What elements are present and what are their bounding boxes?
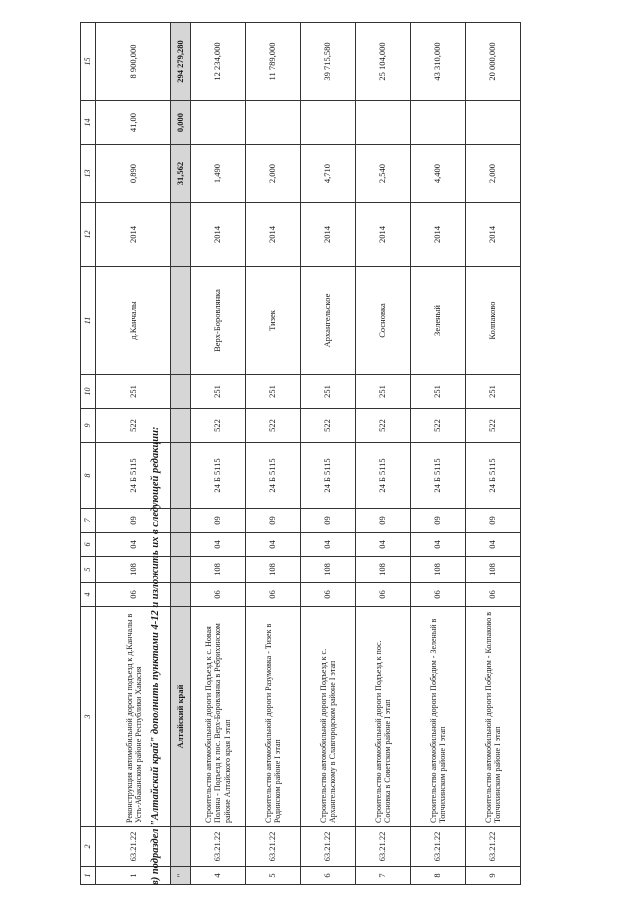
cell-c13: 2,000 xyxy=(466,145,521,203)
cell-c13: 4,400 xyxy=(411,145,466,203)
region-empty-12 xyxy=(171,203,191,267)
col-num-3: 3 xyxy=(81,607,96,827)
cell-c6: 04 xyxy=(191,533,246,557)
cell-n: 8 xyxy=(411,867,466,885)
cell-c10: 251 xyxy=(96,375,173,409)
region-empty-5 xyxy=(171,557,191,583)
cell-c15: 8 900,000 xyxy=(96,23,173,101)
cell-year: 2014 xyxy=(246,203,301,267)
cell-place: Архангельское xyxy=(301,267,356,375)
region-c13: 31,562 xyxy=(171,145,191,203)
cell-c14 xyxy=(466,101,521,145)
cell-c5: 108 xyxy=(191,557,246,583)
cell-c6: 04 xyxy=(411,533,466,557)
cell-place: д.Канчалы xyxy=(96,267,173,375)
cell-c6: 04 xyxy=(301,533,356,557)
cell-c6: 04 xyxy=(96,533,173,557)
region-empty-6 xyxy=(171,533,191,557)
cell-c9: 522 xyxy=(246,409,301,443)
col-num-13: 13 xyxy=(81,145,96,203)
col-num-9: 9 xyxy=(81,409,96,443)
cell-n: 7 xyxy=(356,867,411,885)
col-num-14: 14 xyxy=(81,101,96,145)
cell-c10: 251 xyxy=(191,375,246,409)
cell-code: 63.21.22 xyxy=(411,827,466,867)
cell-year: 2014 xyxy=(356,203,411,267)
cell-year: 2014 xyxy=(191,203,246,267)
cell-c6: 04 xyxy=(246,533,301,557)
col-num-12: 12 xyxy=(81,203,96,267)
cell-c8: 24 Б 5115 xyxy=(301,443,356,509)
col-num-15: 15 xyxy=(81,23,96,101)
region-empty-7 xyxy=(171,509,191,533)
table-row xyxy=(191,23,246,885)
cell-c14 xyxy=(356,101,411,145)
cell-place: Верх-Боровлянка xyxy=(191,267,246,375)
cell-c15: 25 104,000 xyxy=(356,23,411,101)
cell-c4: 06 xyxy=(96,583,173,607)
cell-c7: 09 xyxy=(466,509,521,533)
cell-c15: 11 789,000 xyxy=(246,23,301,101)
cell-c15: 20 000,000 xyxy=(466,23,521,101)
cell-c8: 24 Б 5115 xyxy=(191,443,246,509)
region-empty-2 xyxy=(171,827,191,867)
cell-c5: 108 xyxy=(96,557,173,583)
cell-c10: 251 xyxy=(356,375,411,409)
cell-c9: 522 xyxy=(96,409,173,443)
cell-c13: 2,000 xyxy=(246,145,301,203)
cell-c14 xyxy=(246,101,301,145)
cell-c15: 12 234,000 xyxy=(191,23,246,101)
cell-c13: 1,490 xyxy=(191,145,246,203)
cell-code: 63.21.22 xyxy=(246,827,301,867)
rows-body xyxy=(191,23,521,885)
region-c15: 294 279,280 xyxy=(171,23,191,101)
cell-c13: 2,540 xyxy=(356,145,411,203)
cell-code: 63.21.22 xyxy=(191,827,246,867)
col-num-1: 1 xyxy=(81,867,96,885)
col-num-10: 10 xyxy=(81,375,96,409)
cell-c5: 108 xyxy=(246,557,301,583)
cell-c5: 108 xyxy=(356,557,411,583)
cell-name: Реконструкция автомобильной дороги подъезд к д.Канчалы в Усть-Абаканском районе Республики Хакасия xyxy=(96,607,173,827)
region-c14: 0,000 xyxy=(171,101,191,145)
cell-year: 2014 xyxy=(466,203,521,267)
cell-year: 2014 xyxy=(411,203,466,267)
cell-c4: 06 xyxy=(191,583,246,607)
cell-code: 63.21.22 xyxy=(356,827,411,867)
cell-c10: 251 xyxy=(246,375,301,409)
region-name: Алтайский край xyxy=(171,607,191,827)
cell-name: Строительство автомобильной дороги Подъезд к с. Архангельскому в Славгородском районе I этап xyxy=(301,607,356,827)
cell-c14 xyxy=(191,101,246,145)
cell-c6: 04 xyxy=(356,533,411,557)
cell-c14: 41,00 xyxy=(96,101,173,145)
cell-c4: 06 xyxy=(246,583,301,607)
cell-n: 4 xyxy=(191,867,246,885)
cell-c10: 251 xyxy=(301,375,356,409)
cell-c5: 108 xyxy=(411,557,466,583)
cell-c9: 522 xyxy=(356,409,411,443)
region-row xyxy=(171,23,191,885)
cell-c6: 04 xyxy=(466,533,521,557)
region-empty-11 xyxy=(171,267,191,375)
region-empty-8 xyxy=(171,443,191,509)
cell-name: Строительство автомобильной дороги Подъезд к пос. Сосновка в Советском районе I этап xyxy=(356,607,411,827)
region-empty-10 xyxy=(171,375,191,409)
cell-c10: 251 xyxy=(411,375,466,409)
cell-c8: 24 Б 5115 xyxy=(246,443,301,509)
table-row xyxy=(246,23,301,885)
cell-c7: 09 xyxy=(301,509,356,533)
col-num-7: 7 xyxy=(81,509,96,533)
cell-c8: 24 Б 5115 xyxy=(466,443,521,509)
cell-code: 63.21.22 xyxy=(96,827,173,867)
cell-c4: 06 xyxy=(466,583,521,607)
cell-n: 6 xyxy=(301,867,356,885)
cell-year: 2014 xyxy=(96,203,173,267)
cell-name: Строительство автомобильной дороги Подъезд к с. Новая Поляна - Подъезд к пос. Верх-Боровлянка в Ребрихинском районе Алтайского края I этап xyxy=(191,607,246,827)
cell-c8: 24 Б 5115 xyxy=(411,443,466,509)
cell-c4: 06 xyxy=(411,583,466,607)
cell-c7: 09 xyxy=(356,509,411,533)
cell-place: Зеленый xyxy=(411,267,466,375)
col-num-2: 2 xyxy=(81,827,96,867)
col-num-6: 6 xyxy=(81,533,96,557)
col-num-8: 8 xyxy=(81,443,96,509)
cell-c14 xyxy=(301,101,356,145)
cell-c9: 522 xyxy=(191,409,246,443)
cell-place: Колпаково xyxy=(466,267,521,375)
cell-code: 63.21.22 xyxy=(301,827,356,867)
cell-n: 5 xyxy=(246,867,301,885)
cell-c4: 06 xyxy=(301,583,356,607)
cell-c7: 09 xyxy=(246,509,301,533)
col-num-5: 5 xyxy=(81,557,96,583)
cell-c8: 24 Б 5115 xyxy=(356,443,411,509)
cell-c7: 09 xyxy=(191,509,246,533)
cell-c14 xyxy=(411,101,466,145)
cell-c5: 108 xyxy=(466,557,521,583)
cell-c8: 24 Б 5115 xyxy=(96,443,173,509)
cell-c10: 251 xyxy=(466,375,521,409)
table-row xyxy=(466,23,521,885)
region-n: " xyxy=(171,867,191,885)
table-row xyxy=(411,23,466,885)
region-empty-9 xyxy=(171,409,191,443)
col-num-11: 11 xyxy=(81,267,96,375)
cell-c9: 522 xyxy=(301,409,356,443)
cell-place: Тизек xyxy=(246,267,301,375)
cell-c5: 108 xyxy=(301,557,356,583)
table-row xyxy=(356,23,411,885)
cell-year: 2014 xyxy=(301,203,356,267)
altai-table xyxy=(170,22,521,885)
cell-c9: 522 xyxy=(466,409,521,443)
section-caption: в) подраздел "Алтайский край" дополнить пунктами 4-12 и изложить их в следующей редакции: xyxy=(150,426,161,885)
cell-name: Строительство автомобильной дороги Победим - Колпаково в Топчихинском районе I этап xyxy=(466,607,521,827)
cell-c7: 09 xyxy=(411,509,466,533)
column-number-row xyxy=(81,23,96,885)
cell-c15: 39 715,580 xyxy=(301,23,356,101)
region-empty-4 xyxy=(171,583,191,607)
cell-n: 9 xyxy=(466,867,521,885)
cell-c4: 06 xyxy=(356,583,411,607)
cell-n: 1 xyxy=(96,867,173,885)
cell-place: Сосновка xyxy=(356,267,411,375)
cell-name: Строительство автомобильной дороги Победим - Зеленый в Топчихинском районе I этап xyxy=(411,607,466,827)
cell-name: Строительство автомобильной дороги Разумовка - Тизек в Родинском районе I этап xyxy=(246,607,301,827)
table-row xyxy=(301,23,356,885)
cell-c13: 0,890 xyxy=(96,145,173,203)
cell-c15: 43 310,000 xyxy=(411,23,466,101)
cell-c7: 09 xyxy=(96,509,173,533)
col-num-4: 4 xyxy=(81,583,96,607)
cell-c9: 522 xyxy=(411,409,466,443)
cell-c13: 4,710 xyxy=(301,145,356,203)
cell-code: 63.21.22 xyxy=(466,827,521,867)
